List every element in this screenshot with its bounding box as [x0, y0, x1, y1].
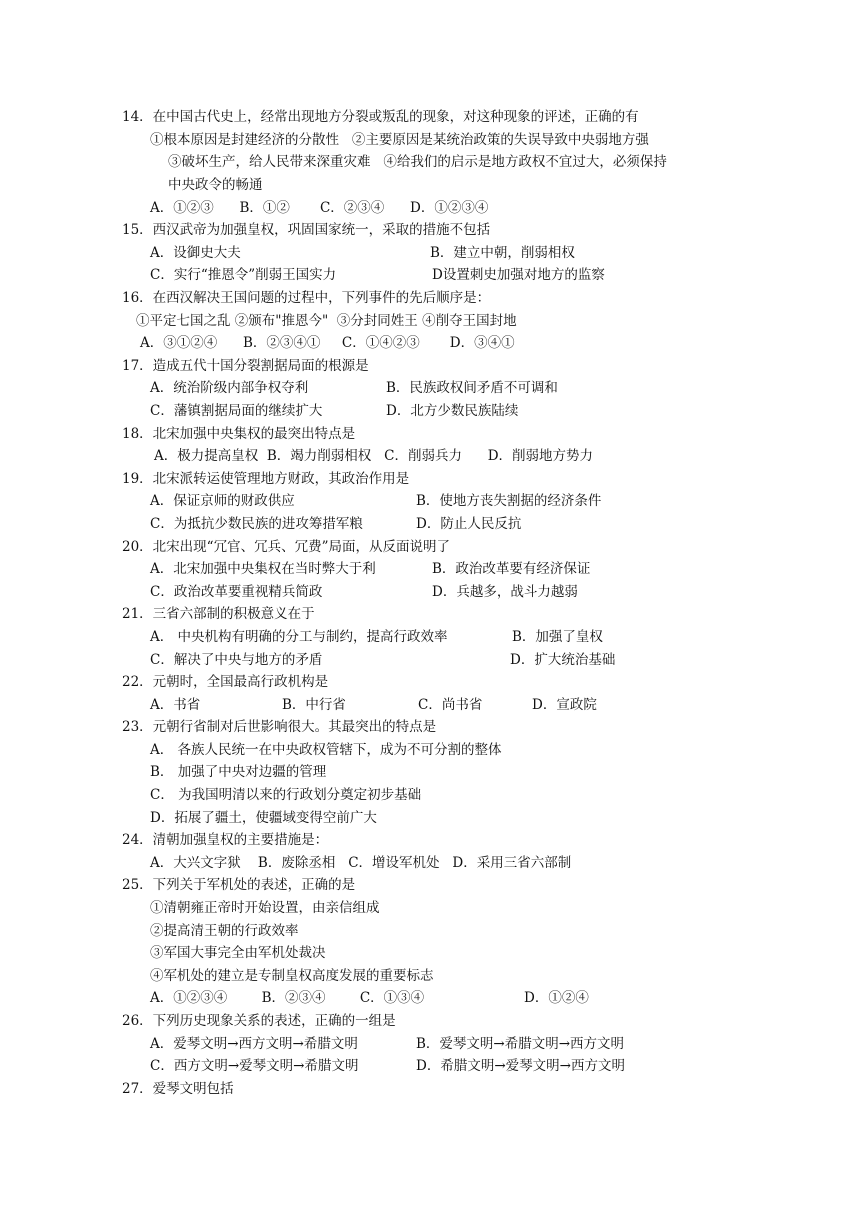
q15-option-a: A．设御史大夫 [150, 245, 241, 261]
q25-options: A．①②③④ B．②③④ C．①③④ [150, 990, 425, 1006]
q22-option-b: B．中行省 [282, 697, 346, 713]
q21-option-a: A． 中央机构有明确的分工与制约，提高行政效率 [150, 629, 448, 645]
q18-stem: 18．北宋加强中央集权的最突出特点是 [122, 426, 356, 442]
q19-option-c: C．为抵抗少数民族的进攻筹措军粮 [150, 516, 363, 532]
q19-stem: 19．北宋派转运使管理地方财政，其政治作用是 [122, 471, 410, 487]
q15-option-c: C．实行“推恩令”削弱王国实力 [150, 267, 337, 283]
q14-options: A．①②③ B．①② C．②③④ D．①②③④ [150, 200, 489, 216]
q22-stem: 22．元朝时，全国最高行政机构是 [122, 674, 329, 690]
q18-options: A．极力提高皇权 B．竭力削弱相权 C．削弱兵力 D．削弱地方势力 [154, 448, 594, 464]
q22-option-a: A．书省 [150, 697, 201, 713]
q27-stem: 27．爱琴文明包括 [122, 1081, 234, 1097]
q15-option-b: B．建立中朝，削弱相权 [430, 245, 575, 261]
q23-option-d: D．拓展了疆土，使疆域变得空前广大 [150, 810, 377, 826]
q24-options: A．大兴文字狱 B．废除丞相 C．增设军机处 D．采用三省六部制 [150, 855, 572, 871]
q26-option-c: C．西方文明→爱琴文明→希腊文明 [150, 1058, 359, 1074]
q26-stem: 26．下列历史现象关系的表述，正确的一组是 [122, 1013, 396, 1029]
q17-option-c: C．藩镇割据局面的继续扩大 [150, 403, 323, 419]
q26-option-d: D．希腊文明→爱琴文明→西方文明 [416, 1058, 625, 1074]
q21-stem: 21．三省六部制的积极意义在于 [122, 606, 315, 622]
q20-stem: 20．北宋出现“冗官、冗兵、冗费”局面，从反面说明了 [122, 539, 450, 555]
q20-option-b: B．政治改革要有经济保证 [432, 561, 591, 577]
q23-stem: 23．元朝行省制对后世影响很大。其最突出的特点是 [122, 719, 437, 735]
q26-option-b: B．爱琴文明→希腊文明→西方文明 [416, 1036, 625, 1052]
q16-options: A．③①②④ B．②③④① C．①④②③ D．③④① [140, 335, 515, 351]
q19-option-b: B．使地方丧失割据的经济条件 [416, 493, 602, 509]
q25-statement: ③军国大事完全由军机处裁决 [150, 945, 326, 961]
q17-option-b: B．民族政权间矛盾不可调和 [386, 380, 558, 396]
q17-stem: 17．造成五代十国分裂割据局面的根源是 [122, 358, 369, 374]
q22-option-d: D．宣政院 [532, 697, 597, 713]
q21-option-c: C．解决了中央与地方的矛盾 [150, 652, 323, 668]
q20-option-d: D．兵越多，战斗力越弱 [432, 584, 578, 600]
q15-option-d: D设置刺史加强对地方的监察 [432, 267, 605, 283]
q16-statements: ①平定七国之乱 ②颁布"推恩今" ③分封同姓王 ④削夺王国封地 [136, 313, 517, 329]
q20-option-a: A．北宋加强中央集权在当时弊大于利 [150, 561, 376, 577]
q14-statement-line: ①根本原因是封建经济的分散性 ②主要原因是某统治政策的失误导致中央弱地方强 [150, 132, 649, 148]
q23-option-b: B． 加强了中央对边疆的管理 [150, 764, 327, 780]
q23-option-c: C． 为我国明清以来的行政划分奠定初步基础 [150, 787, 422, 803]
q14-statement-line: 中央政令的畅通 [168, 177, 263, 193]
q16-stem: 16．在西汉解决王国问题的过程中，下列事件的先后顺序是： [122, 290, 491, 306]
q19-option-a: A．保证京师的财政供应 [150, 493, 295, 509]
q14-statement-line: ③破坏生产，给人民带来深重灾难 ④给我们的启示是地方政权不宜过大，必须保持 [168, 154, 667, 170]
q21-option-d: D．扩大统治基础 [510, 652, 616, 668]
q17-option-d: D．北方少数民族陆续 [386, 403, 519, 419]
q23-option-a: A． 各族人民统一在中央政权管辖下，成为不可分割的整体 [150, 742, 502, 758]
q26-option-a: A．爱琴文明→西方文明→希腊文明 [150, 1036, 358, 1052]
q19-option-d: D．防止人民反抗 [416, 516, 522, 532]
q24-stem: 24．清朝加强皇权的主要措施是： [122, 832, 329, 848]
q14-stem: 14．在中国古代史上，经常出现地方分裂或叛乱的现象，对这种现象的评述，正确的有 [122, 109, 639, 125]
q25-statement: ④军机处的建立是专制皇权高度发展的重要标志 [150, 968, 434, 984]
q21-option-b: B．加强了皇权 [512, 629, 603, 645]
q25-stem: 25．下列关于军机处的表述，正确的是 [122, 877, 356, 893]
q25-statement: ②提高清王朝的行政效率 [150, 923, 299, 939]
q25-statement: ①清朝雍正帝时开始设置，由亲信组成 [150, 900, 380, 916]
q25-option-d: D．①②④ [524, 990, 589, 1006]
q15-stem: 15．西汉武帝为加强皇权，巩固国家统一，采取的措施不包括 [122, 222, 491, 238]
q17-option-a: A．统治阶级内部争权夺利 [150, 380, 309, 396]
q20-option-c: C．政治改革要重视精兵简政 [150, 584, 323, 600]
q22-option-c: C．尚书省 [418, 697, 483, 713]
